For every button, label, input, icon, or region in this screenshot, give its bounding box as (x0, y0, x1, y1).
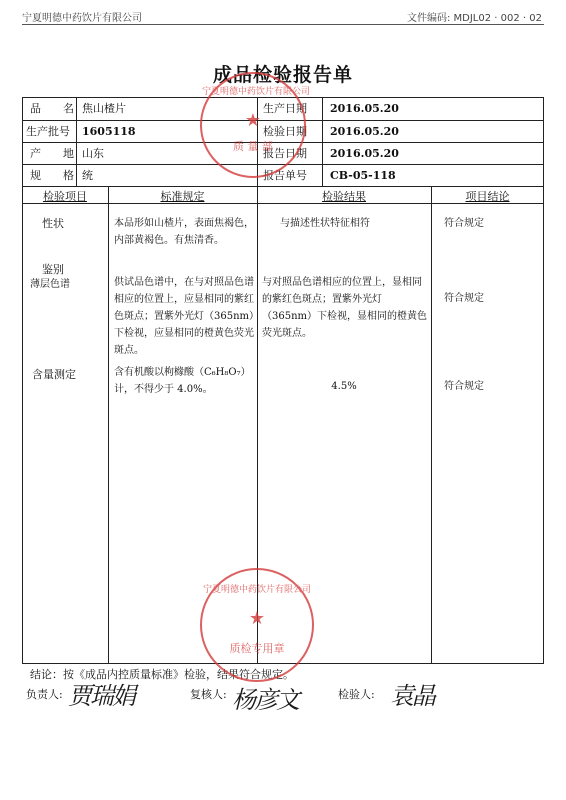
col-divider (108, 186, 109, 664)
conclusion-appearance: 符合规定 (444, 218, 484, 229)
batch-number: 1605118 (82, 125, 136, 138)
prod-date-label: 生产日期 (263, 102, 307, 115)
conclusion-assay: 符合规定 (444, 381, 484, 392)
col-header-item: 检验项目 (43, 190, 87, 203)
report-number: CB-05-118 (330, 169, 396, 182)
result-assay: 4.5% (331, 381, 357, 392)
reviewer-label: 复核人: (190, 688, 227, 701)
spec-label: 规 格 (30, 169, 74, 182)
product-name: 焦山楂片 (82, 102, 126, 115)
document-number: 文件编码: MDJL02 · 002 · 02 (406, 13, 542, 24)
report-title: 成品检验报告单 (212, 64, 353, 86)
stamp-center-text: 质 量 部 (233, 140, 273, 153)
test-item-assay: 含量测定 (32, 368, 76, 381)
prod-date: 2016.05.20 (330, 102, 399, 115)
report-date: 2016.05.20 (330, 147, 399, 160)
product-name-label: 品 名 (30, 102, 74, 115)
stamp-ring-text: 宁夏明德中药饮片有限公司 (202, 87, 311, 97)
responsible-label: 负责人: (26, 688, 63, 701)
result-appearance: 与描述性状特征相符 (280, 218, 370, 229)
batch-label: 生产批号 (26, 125, 70, 138)
standard-identification: 供试品色谱中，在与对照品色谱相应的位置上，应显相同的紫红色斑点；置紫外光灯（365nm）下检视，应显相同的橙黄色荧光斑点。 (114, 277, 255, 356)
stamp-star-icon: ★ (248, 608, 266, 629)
result-identification: 与对照品色谱相应的位置上，显相同的紫红色斑点；置紫外光灯（365nm）下检视，显相同的橙黄色荧光斑点。 (262, 277, 428, 339)
test-item-appearance: 性状 (42, 217, 64, 230)
origin: 山东 (82, 147, 104, 160)
col-divider (431, 186, 432, 664)
quality-dept-stamp (200, 72, 311, 178)
stamp-star-icon: ★ (244, 110, 262, 131)
header-rule (22, 24, 544, 25)
report-conclusion: 结论：按《成品内控质量标准》检验，结果符合规定。 (30, 668, 294, 681)
responsible-signature: 贾瑞娟 (68, 682, 134, 710)
test-subitem-tlc: 薄层色谱 (30, 279, 70, 290)
inspector-signature: 袁晶 (390, 682, 434, 710)
origin-label: 产 地 (30, 147, 74, 160)
reviewer-signature: 杨彦文 (232, 686, 298, 714)
stamp-ring-text: 宁夏明德中药饮片有限公司 (202, 585, 311, 595)
qc-seal-stamp (200, 568, 314, 682)
col-divider (76, 97, 77, 186)
conclusion-identification: 符合规定 (444, 293, 484, 304)
spec: 统 (82, 169, 93, 182)
col-header-standard: 标准规定 (160, 190, 205, 203)
company-header: 宁夏明德中药饮片有限公司 (22, 13, 142, 24)
col-header-conclusion: 项目结论 (465, 190, 510, 203)
test-date: 2016.05.20 (330, 125, 399, 138)
col-header-result: 检验结果 (322, 190, 366, 203)
col-divider (322, 97, 323, 186)
report-date-label: 报告日期 (263, 147, 307, 160)
standard-appearance: 本品形如山楂片，表面焦褐色，内部黄褐色。有焦清香。 (114, 218, 254, 246)
stamp-center-text: 质检专用章 (229, 642, 285, 655)
test-date-label: 检验日期 (263, 125, 307, 138)
report-no-label: 报告单号 (263, 169, 307, 182)
standard-assay: 含有机酸以枸橼酸（C₆H₈O₇）计，不得少于 4.0%。 (114, 367, 251, 395)
inspector-label: 检验人: (338, 688, 375, 701)
test-item-identification: 鉴别 (42, 263, 64, 276)
